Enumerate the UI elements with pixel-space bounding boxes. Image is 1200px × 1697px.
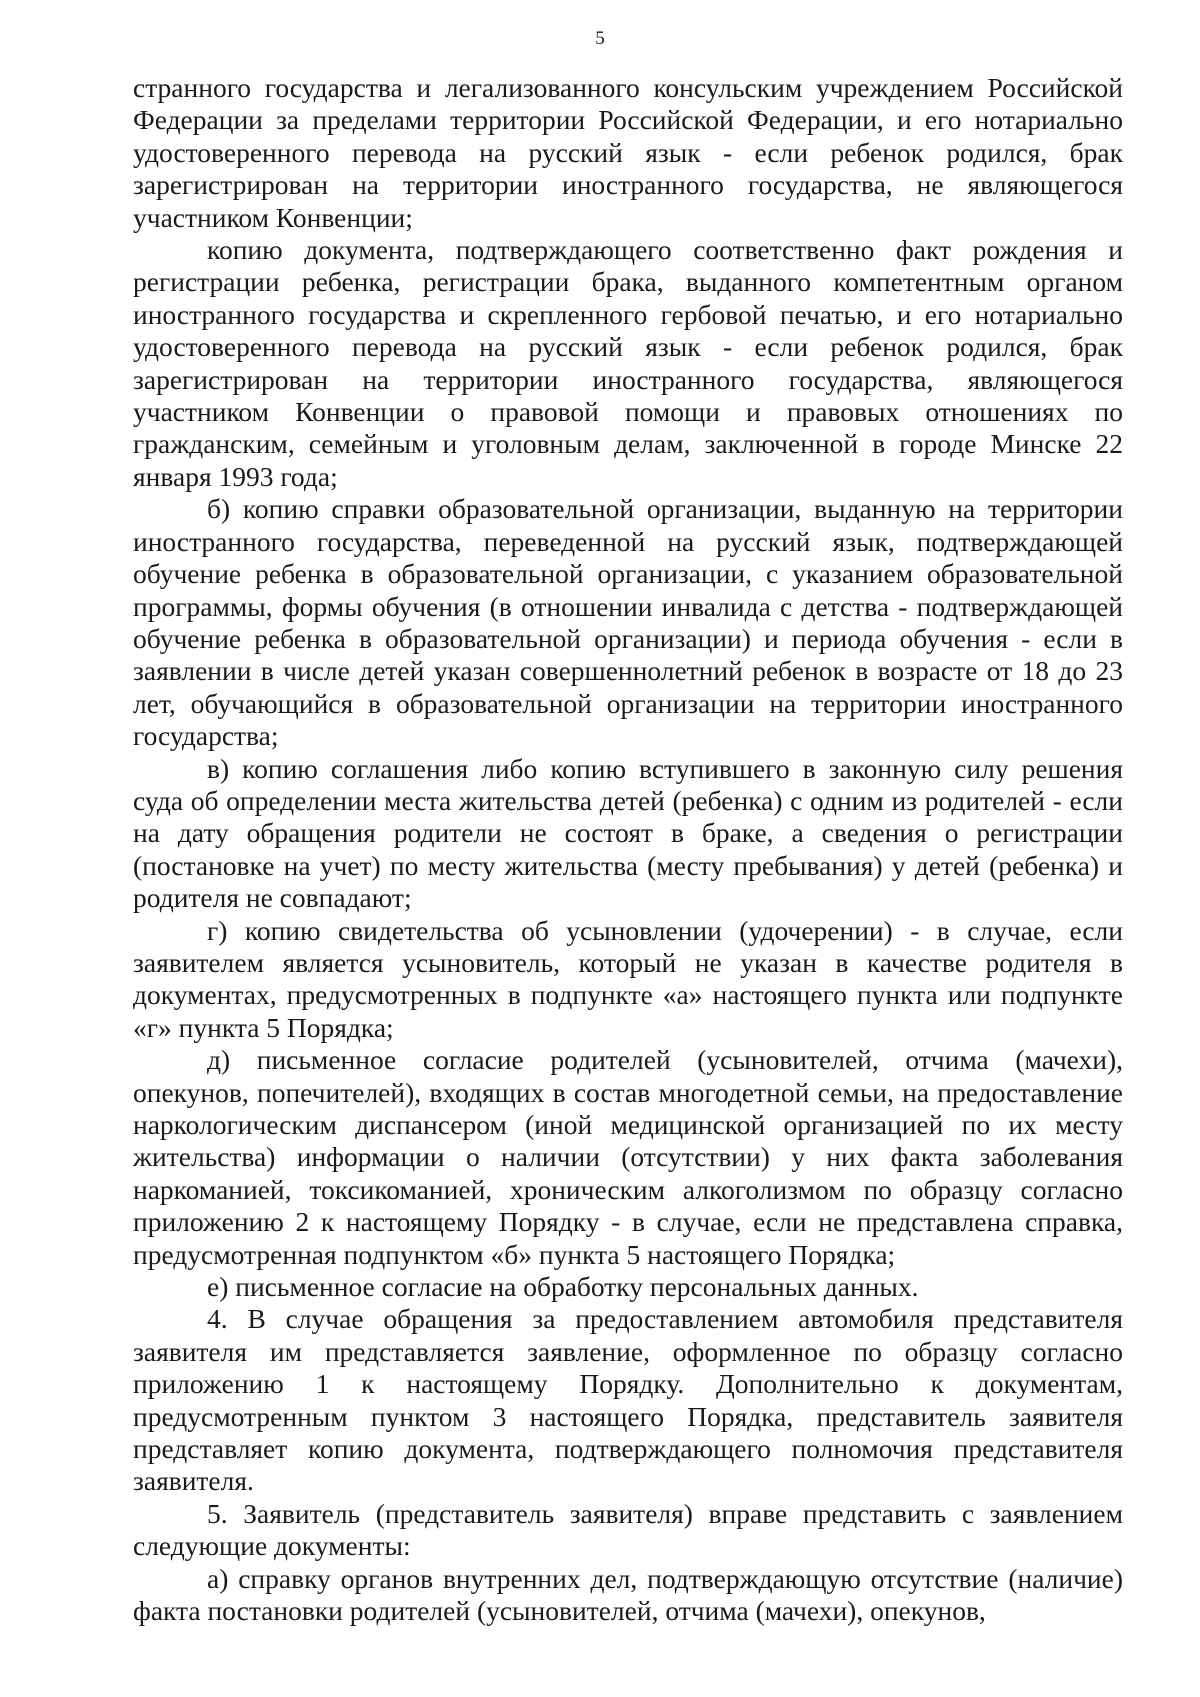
- paragraph-item-v: в) копию соглашения либо копию вступившего в законную силу решения суда об определении места жительства детей (ребенка) с одним из родителей - если на дату обращения родители не состоят в браке, а сведения о регистрации (постановке на учет) по месту жительства (месту пребывания) у детей (ребенка) и родителя не совпадают;: [133, 752, 1123, 914]
- paragraph-birth-registration-copy: копию документа, подтверждающего соответственно факт рождения и регистрации ребенка, регистрации брака, выданного компетентным органом иностранного государства и скрепленного гербовой печатью, и его нотариально удостоверенного перевода на русский язык - если ребенок родился, брак зарегистрирован на территории иностранного государства, являющегося участником Конвенции о правовой помощи и правовых отношениях по гражданским, семейным и уголовным делам, заключенной в городе Минске 22 января 1993 года;: [133, 234, 1123, 492]
- page-number: 5: [595, 28, 605, 49]
- document-body: [133, 72, 1123, 1628]
- paragraph-clause-4: 4. В случае обращения за предоставлением автомобиля представителя заявителя им представляется заявление, оформленное по образцу согласно приложению 1 к настоящему Порядку. Дополнительно к документам, предусмотренным пунктом 3 настоящего Порядка, представитель заявителя представляет копию документа, подтверждающего полномочия представителя заявителя.: [133, 1303, 1123, 1497]
- paragraph-item-d: д) письменное согласие родителей (усыновителей, отчима (мачехи), опекунов, попечителей), входящих в состав многодетной семьи, на предоставление наркологическим диспансером (иной медицинской организацией по их месту жительства) информации о наличии (отсутствии) у них факта заболевания наркоманией, токсикоманией, хроническим алкоголизмом по образцу согласно приложению 2 к настоящему Порядку - в случае, если не представлена справка, предусмотренная подпунктом «б» пункта 5 настоящего Порядка;: [133, 1044, 1123, 1270]
- paragraph-item-b: б) копию справки образовательной организации, выданную на территории иностранного государства, переведенной на русский язык, подтверждающей обучение ребенка в образовательной организации, с указанием образовательной программы, формы обучения (в отношении инвалида с детства - подтверждающей обучение ребенка в образовательной организации) и периода обучения - если в заявлении в числе детей указан совершеннолетний ребенок в возрасте от 18 до 23 лет, обучающийся в образовательной организации на территории иностранного государства;: [133, 493, 1123, 752]
- paragraph-continuation: странного государства и легализованного консульским учреждением Российской Федерации за пределами территории Российской Федерации, и его нотариально удостоверенного перевода на русский язык - если ребенок родился, брак зарегистрирован на территории иностранного государства, не являющегося участником Конвенции;: [133, 72, 1123, 233]
- paragraph-item-a: а) справку органов внутренних дел, подтверждающую отсутствие (наличие) факта постановки родителей (усыновителей, отчима (мачехи), опекунов,: [133, 1562, 1123, 1627]
- paragraph-item-e: е) письменное согласие на обработку персональных данных.: [207, 1271, 919, 1303]
- paragraph-clause-5: 5. Заявитель (представитель заявителя) вправе представить с заявлением следующие документы:: [133, 1497, 1123, 1562]
- paragraph-item-g: г) копию свидетельства об усыновлении (удочерении) - в случае, если заявителем является усыновитель, который не указан в качестве родителя в документах, предусмотренных в подпункте «а» настоящего пункта или подпункте «г» пункта 5 Порядка;: [133, 914, 1123, 1043]
